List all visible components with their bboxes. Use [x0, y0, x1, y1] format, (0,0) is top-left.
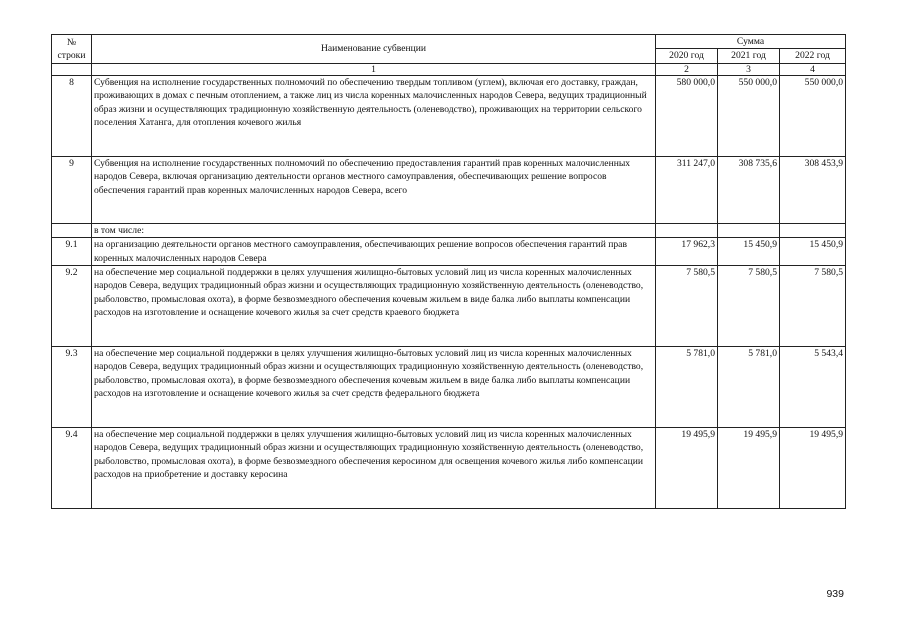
table-row [52, 428, 846, 509]
subsidy-name: на организацию деятельности органов местного самоуправления, обеспечивающих решение вопросов обеспечения гарантий прав коренных малочисленных народов Севера [92, 238, 656, 266]
row-number: 8 [52, 75, 92, 156]
subsidy-name: на обеспечение мер социальной поддержки в целях улучшения жилищно-бытовых условий лиц из числа коренных малочисленных народов Севера, ведущих традиционный образ жизни и осуществляющих традиционную хозяйственную деятельность (оленеводство, рыболовство, промысловая охота), в форме безвозмездного обеспечения кочевым жильем в виде балка либо выплаты компенсации расходов на изготовление и оснащение кочевого жилья за счет средств краевого бюджета [92, 266, 656, 347]
amount-2022: 550 000,0 [780, 75, 846, 156]
table-row [52, 238, 846, 266]
amount-2020: 19 495,9 [656, 428, 718, 509]
subsidy-name: Субвенция на исполнение государственных полномочий по обеспечению предоставления гарантий прав коренных малочисленных народов Севера, включая организацию деятельности органов местного самоуправления, обеспечивающих решение вопросов обеспечения гарантий прав коренных малочисленных народов Севера, всего [92, 156, 656, 223]
column-number-4: 4 [780, 63, 846, 75]
amount-2022: 19 495,9 [780, 428, 846, 509]
row-number: 9.3 [52, 347, 92, 428]
amount-2020: 7 580,5 [656, 266, 718, 347]
subsidy-name: Субвенция на исполнение государственных полномочий по обеспечению твердым топливом (углем), включая его доставку, граждан, проживающих в домах с печным отоплением, а также лиц из числа коренных малочисленных народов Севера, ведущих традиционный образ жизни и осуществляющих традиционную хозяйственную деятельность (оленеводство), проживающих на территории сельского поселения Хатанга, для отопления кочевого жилья [92, 75, 656, 156]
row-number: 9.1 [52, 238, 92, 266]
table-row [52, 156, 846, 223]
row-number-header [52, 35, 92, 64]
amount-2020: 311 247,0 [656, 156, 718, 223]
amount-2022: 308 453,9 [780, 156, 846, 223]
amount-2021: 7 580,5 [718, 266, 780, 347]
sum-header: Сумма [656, 35, 846, 49]
row-number: 9.2 [52, 266, 92, 347]
amount-2020: 17 962,3 [656, 238, 718, 266]
page-number: 939 [826, 588, 844, 600]
year-header-2021: 2021 год [718, 49, 780, 63]
row-number-header-line2: строки [57, 49, 86, 61]
amount-2021: 19 495,9 [718, 428, 780, 509]
amount-2022 [780, 223, 846, 237]
amount-2022: 5 543,4 [780, 347, 846, 428]
year-header-2022: 2022 год [780, 49, 846, 63]
column-number-empty [52, 63, 92, 75]
amount-2022: 15 450,9 [780, 238, 846, 266]
subsidy-table [51, 34, 846, 509]
amount-2021: 308 735,6 [718, 156, 780, 223]
year-header-2020: 2020 год [656, 49, 718, 63]
table-body [52, 35, 846, 509]
table-row [52, 223, 846, 237]
name-header: Наименование субвенции [92, 35, 656, 64]
subsidy-name: на обеспечение мер социальной поддержки в целях улучшения жилищно-бытовых условий лиц из числа коренных малочисленных народов Севера, ведущих традиционный образ жизни и осуществляющих традиционную хозяйственную деятельность (оленеводство, рыболовство, промысловая охота), в форме безвозмездного обеспечения керосином для освещения кочевого жилья либо компенсации расходов на приобретение и доставку керосина [92, 428, 656, 509]
amount-2021 [718, 223, 780, 237]
amount-2021: 15 450,9 [718, 238, 780, 266]
table-row [52, 347, 846, 428]
subsidy-name: в том числе: [92, 223, 656, 237]
column-number-1: 1 [92, 63, 656, 75]
table-row [52, 75, 846, 156]
column-number-2: 2 [656, 63, 718, 75]
amount-2020: 5 781,0 [656, 347, 718, 428]
header-row-1 [52, 35, 846, 49]
amount-2022: 7 580,5 [780, 266, 846, 347]
row-number [52, 223, 92, 237]
amount-2021: 550 000,0 [718, 75, 780, 156]
subsidy-name: на обеспечение мер социальной поддержки в целях улучшения жилищно-бытовых условий лиц из числа коренных малочисленных народов Севера, ведущих традиционный образ жизни и осуществляющих традиционную хозяйственную деятельность (оленеводство, рыболовство, промысловая охота), в форме безвозмездного обеспечения кочевым жильем в виде балка либо выплаты компенсации расходов на изготовление и оснащение кочевого жилья за счет средств федерального бюджета [92, 347, 656, 428]
table-row [52, 266, 846, 347]
row-number: 9 [52, 156, 92, 223]
column-number-3: 3 [718, 63, 780, 75]
amount-2020 [656, 223, 718, 237]
row-number: 9.4 [52, 428, 92, 509]
column-number-row [52, 63, 846, 75]
row-number-header-line1: № [66, 36, 77, 48]
amount-2020: 580 000,0 [656, 75, 718, 156]
amount-2021: 5 781,0 [718, 347, 780, 428]
